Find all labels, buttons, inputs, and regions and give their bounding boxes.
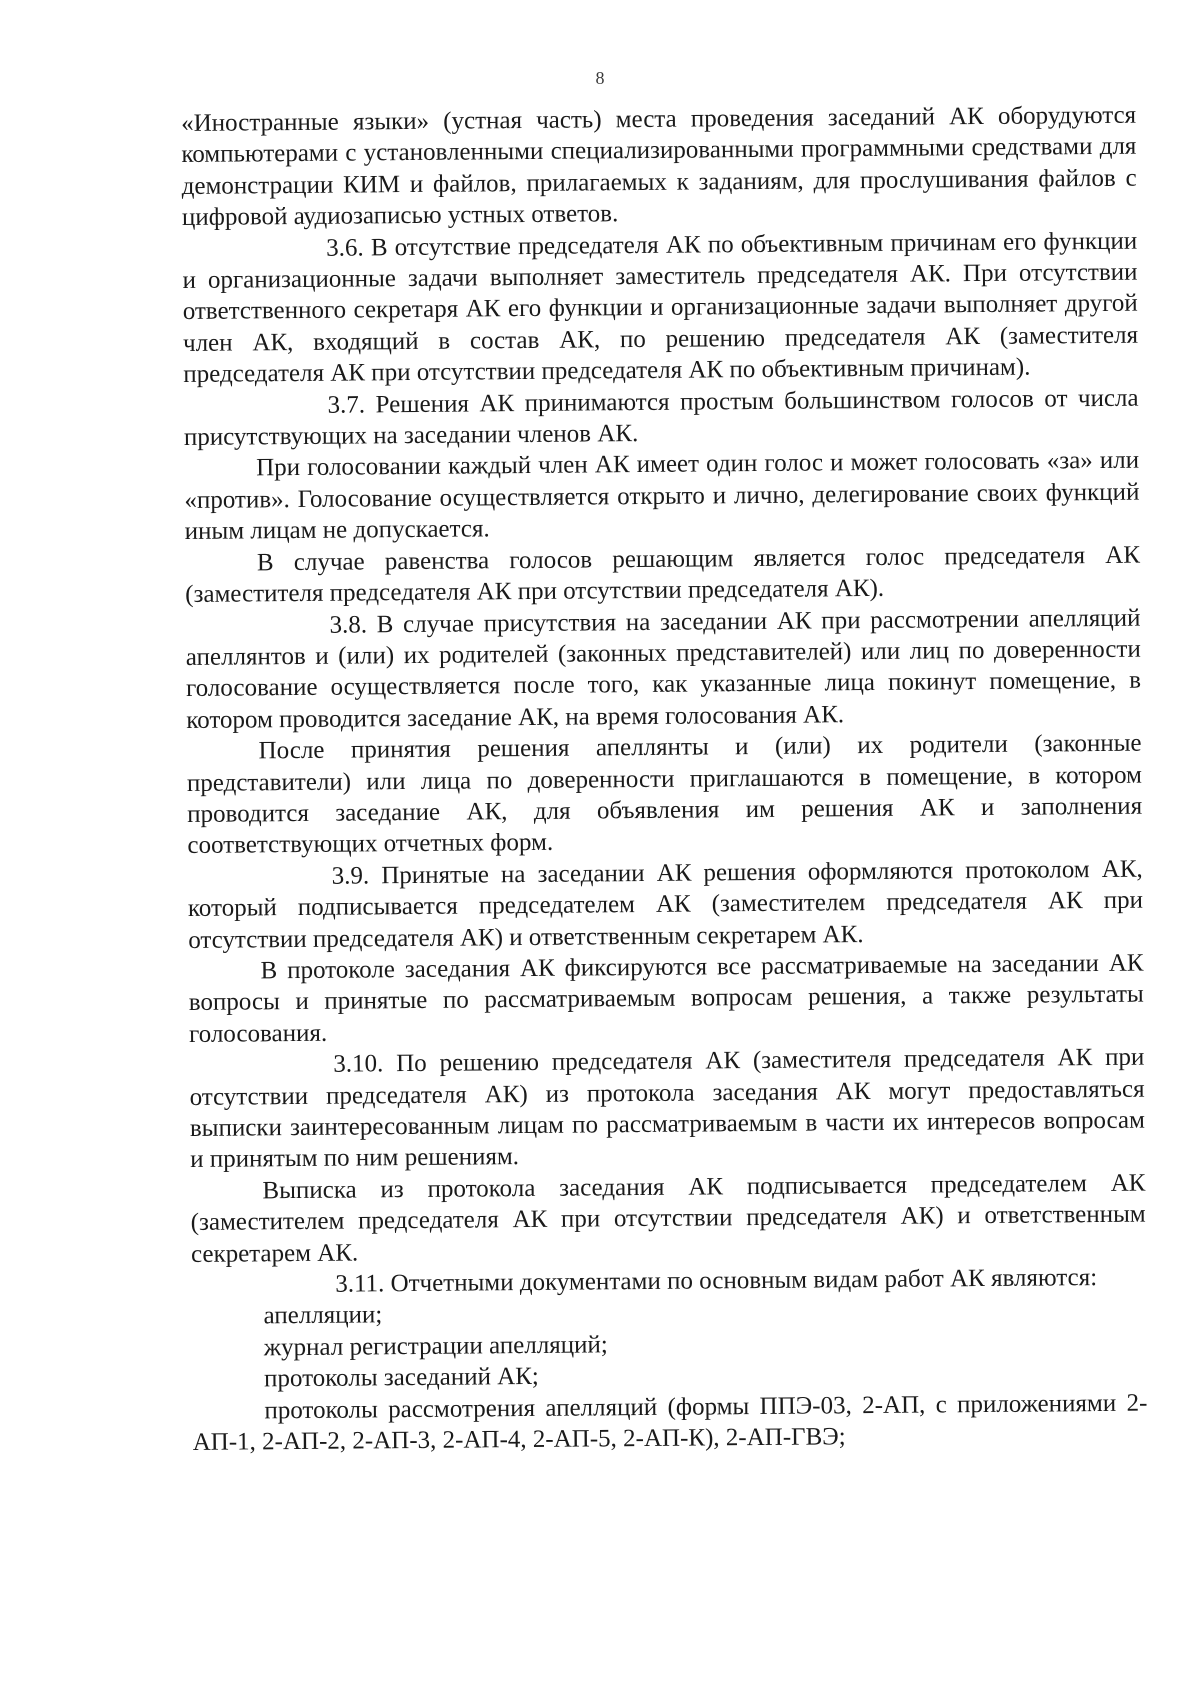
paragraph-text: Выписка из протокола заседания АК подписывается председателем АК (заместителем председателя АК при отсутствии председателя АК) и ответственным секретарем АК.	[190, 1169, 1146, 1268]
list-item-last: протоколы рассмотрения апелляций (формы ППЭ-03, 2-АП, с приложениями 2-АП-1, 2-АП-2, 2-АП-3, 2-АП-4, 2-АП-5, 2-АП-К), 2-АП-ГВЭ;	[192, 1389, 1148, 1457]
paragraph-3-7-voting	[184, 445, 1140, 548]
paragraph-number: 3.7.	[327, 391, 366, 419]
paragraph-3-10-extract	[190, 1167, 1146, 1270]
paragraph-text: Отчетными документами по основным видам работ АК являются:	[390, 1264, 1098, 1298]
paragraph-number: 3.11.	[335, 1270, 385, 1298]
paragraph-text: Принятые на заседании АК решения оформляются протоколом АК, который подписывается председателем АК (заместителем председателя АК при отсутствии председателя АК) и ответственным секретарем АК.	[187, 855, 1144, 954]
paragraph-text: В протоколе заседания АК фиксируются все рассматриваемые на заседании АК вопросы и принятые по рассматриваемым вопросам решения, а также результаты голосования.	[188, 949, 1144, 1048]
paragraph-continuation	[181, 100, 1137, 234]
paragraph-number: 3.10.	[333, 1050, 384, 1078]
document-body	[181, 100, 1148, 1459]
paragraph-3-8	[185, 602, 1141, 736]
list-item: протоколы заседаний АК;	[263, 1363, 539, 1393]
page-number: 8	[595, 68, 605, 88]
paragraph-number: 3.6.	[326, 234, 364, 262]
list-item: журнал регистрации апелляций;	[263, 1331, 608, 1362]
paragraph-text: При голосовании каждый член АК имеет один голос и может голосовать «за» или «против». Голосование осуществляется открыто и лично, делегирование своих функций иным лицам не допускается.	[184, 447, 1140, 546]
paragraph-text: Решения АК принимаются простым большинством голосов от числа присутствующих на заседании членов АК.	[183, 384, 1139, 452]
paragraph-3-6	[182, 225, 1138, 390]
paragraph-text: «Иностранные языки» (устная часть) места проведения заседаний АК оборудуются компьютерами с установленными специализированными программными средствами для демонстрации КИМ и файлов, прилагаемых к заданиям, для прослушивания файлов с цифровой аудиозаписью устных ответов.	[181, 101, 1137, 232]
paragraph-number: 3.8.	[329, 610, 368, 639]
paragraph-text: По решению председателя АК (заместителя председателя АК при отсутствии председателя АК) из протокола заседания АК могут предоставляться выписки заинтересованным лицам по рассматриваемым в части их интересов вопросам и принятым по ним решениям.	[189, 1043, 1145, 1174]
paragraph-3-9	[188, 853, 1144, 956]
list-item: апелляции;	[263, 1301, 383, 1330]
paragraph-3-9-protocol	[188, 948, 1144, 1051]
paragraph-3-10	[189, 1042, 1145, 1176]
paragraph-3-7-tie	[185, 539, 1141, 610]
paragraph-3-8-after	[186, 728, 1142, 862]
paragraph-text: В отсутствие председателя АК по объективным причинам его функции и организационные задачи выполняет заместитель председателя АК. При отсутствии ответственного секретаря АК его функции и организационные задачи выполняет другой член АК, входящий в состав АК, по решению председателя АК (заместителя председателя АК при отсутствии председателя АК по объективным причинам).	[182, 227, 1139, 389]
paragraph-text: После принятия решения апеллянты и (или) их родители (законные представители) или лица по доверенности приглашаются в помещение, в котором проводится заседание АК, для объявления им решения АК и заполнения соответствующих отчетных форм.	[186, 729, 1143, 860]
paragraph-text: В случае присутствия на заседании АК при рассмотрении апелляций апеллянтов и (или) их родителей (законных представителей) или лиц по доверенности голосование осуществляется после того, как указанные лица покинут помещение, в котором проводится заседание АК, на время голосования АК.	[185, 604, 1142, 734]
paragraph-3-7	[183, 382, 1139, 453]
paragraph-number: 3.9.	[331, 862, 370, 890]
paragraph-text: В случае равенства голосов решающим является голос председателя АК (заместителя председателя АК при отсутствии председателя АК).	[185, 541, 1141, 609]
